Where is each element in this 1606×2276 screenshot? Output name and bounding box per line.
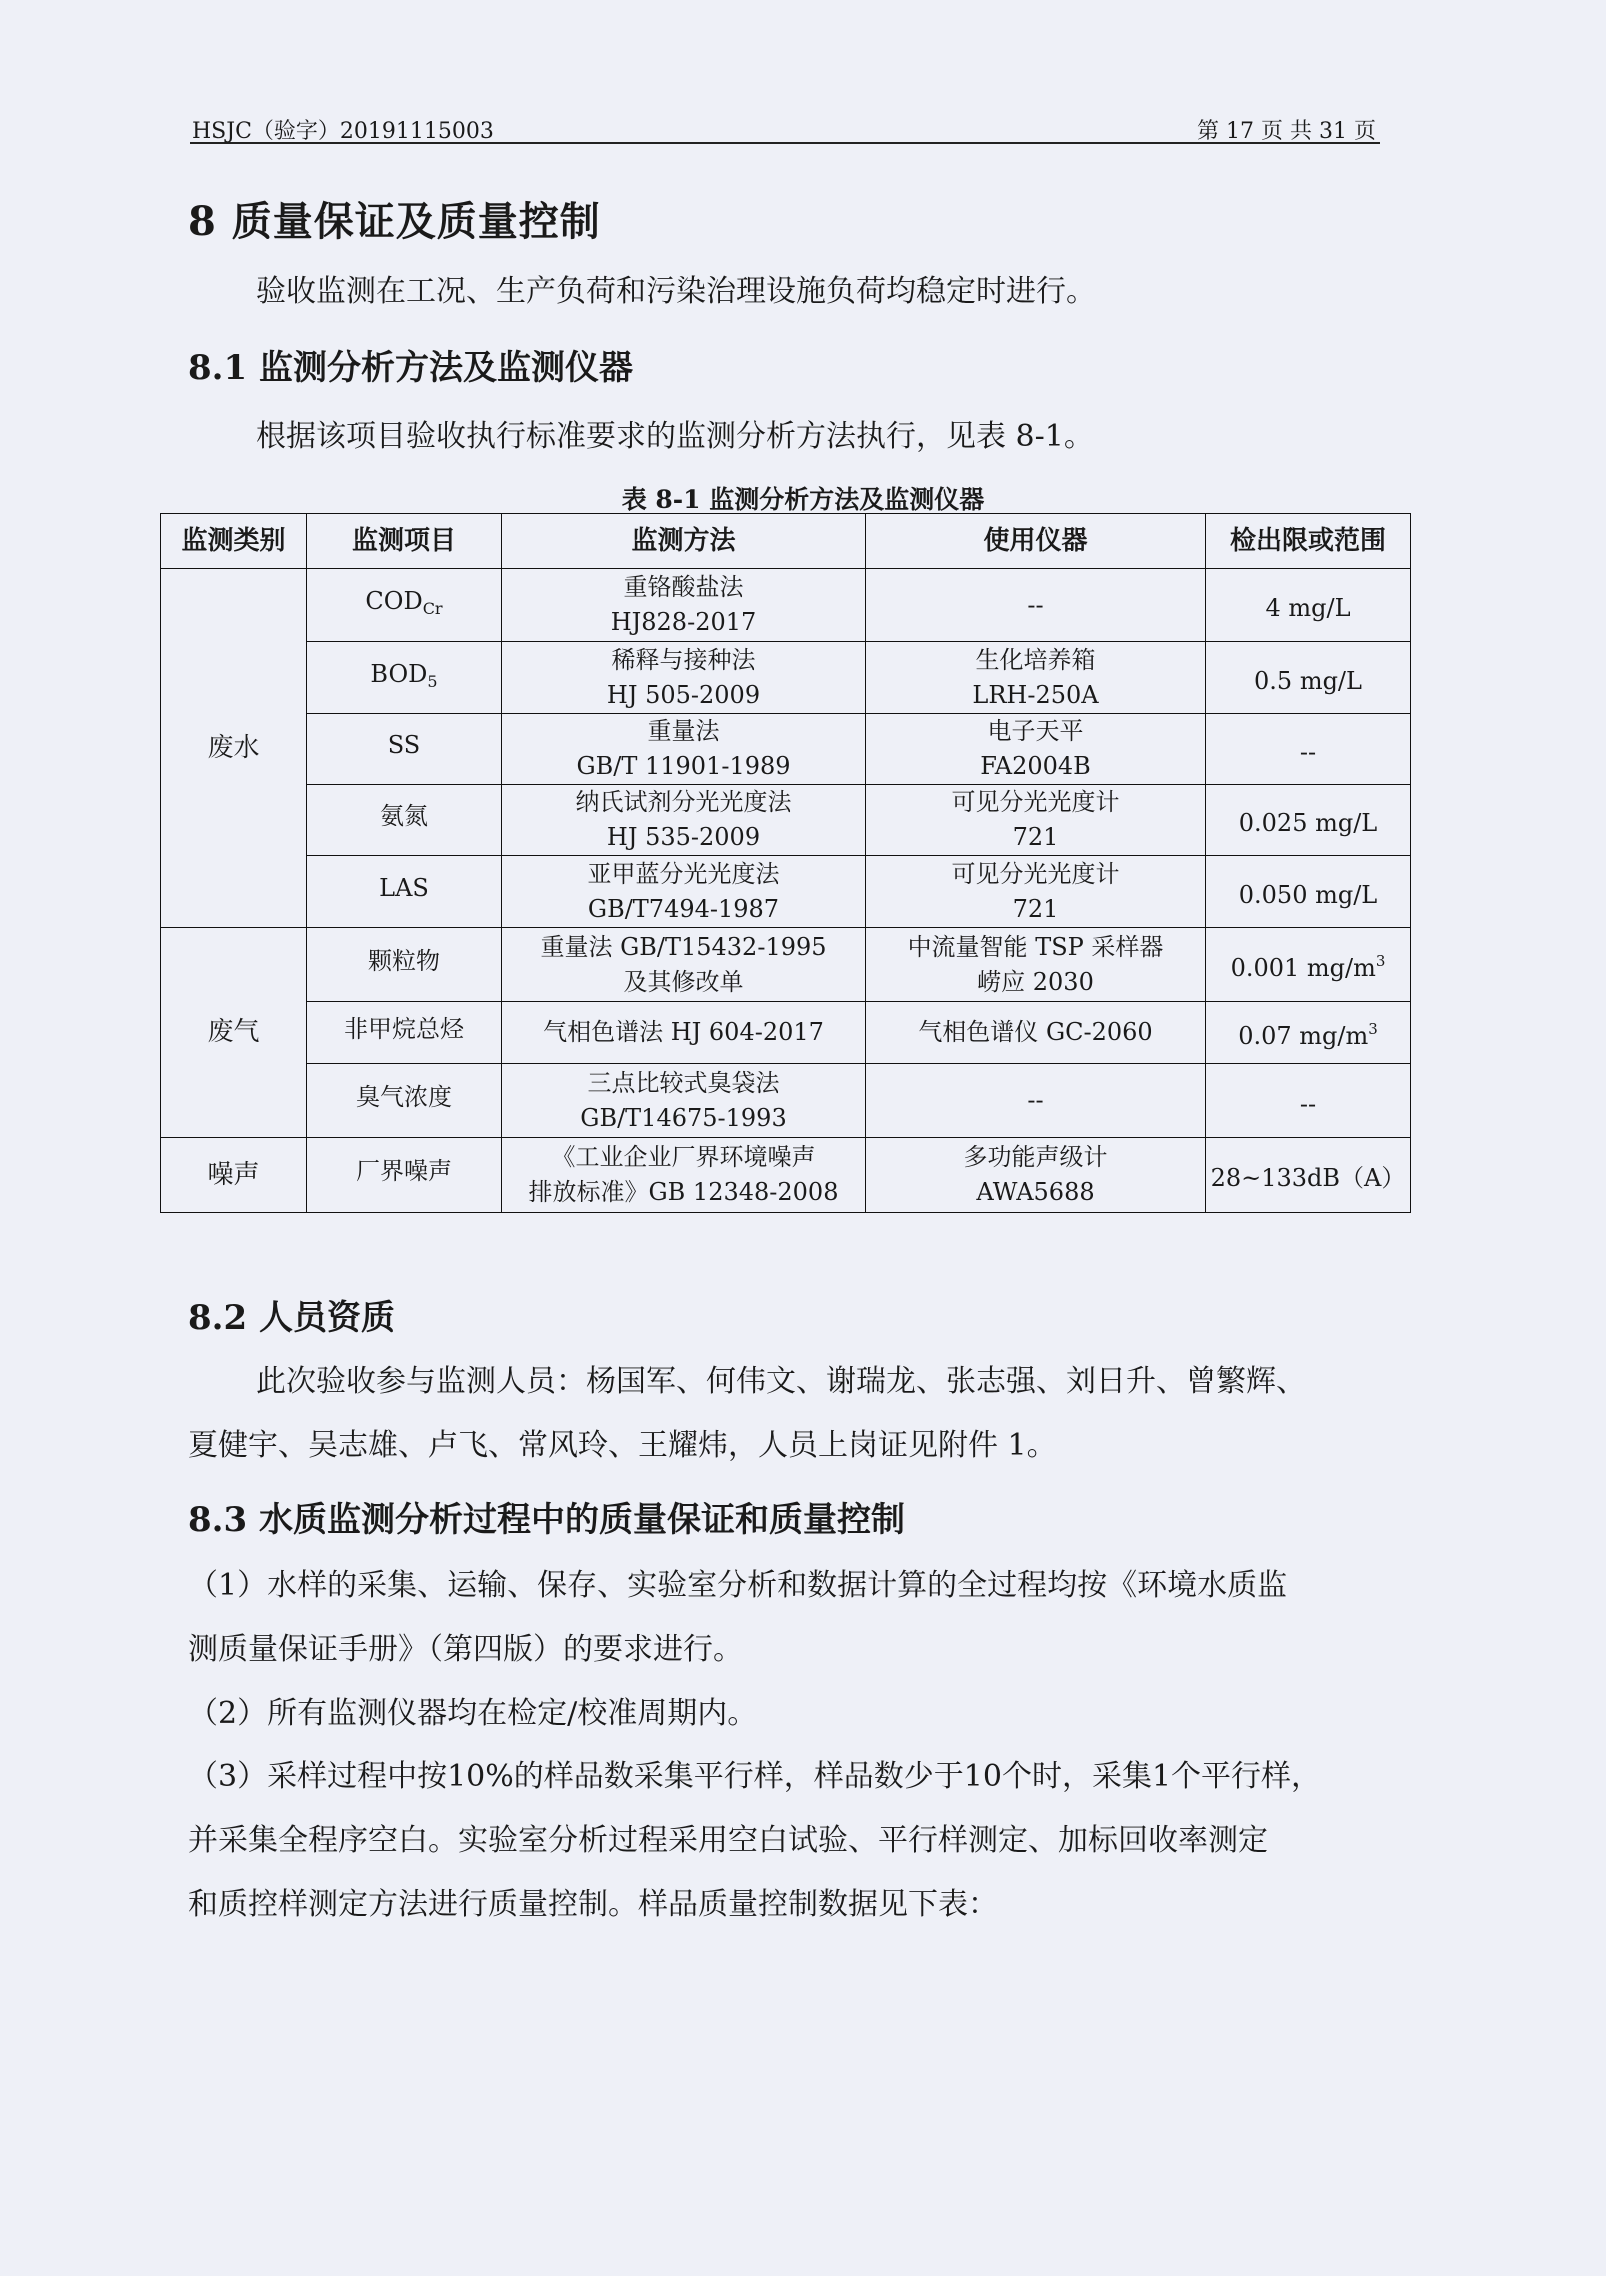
- instrument-cell: 生化培养箱 LRH-250A: [866, 642, 1206, 714]
- limit-cell: 28~133dB（A）: [1206, 1138, 1411, 1213]
- instrument-cell: 多功能声级计 AWA5688: [866, 1138, 1206, 1213]
- method-cell: 亚甲蓝分光光度法 GB/T7494-1987: [502, 856, 866, 928]
- section-8-3-p1-line1: （1）水样的采集、运输、保存、实验室分析和数据计算的全过程均按《环境水质监: [188, 1568, 1288, 1603]
- limit-cell: 0.07 $mg/m^3$: [1206, 1002, 1411, 1064]
- instrument-cell: 可见分光光度计 721: [866, 785, 1206, 856]
- item-cell: 氨氮: [307, 785, 502, 856]
- instrument-cell: 气相色谱仪 GC-2060: [866, 1002, 1206, 1064]
- table-row: [161, 1138, 1411, 1213]
- instrument-cell: --: [866, 1064, 1206, 1138]
- section-8-1-title: 8.1 监测分析方法及监测仪器: [188, 348, 633, 388]
- table-row: [161, 642, 1411, 714]
- section-8-2-line2: 夏健宇、吴志雄、卢飞、常风玲、王耀炜，人员上岗证见附件 1。: [188, 1428, 1057, 1463]
- item-cell: LAS: [307, 856, 502, 928]
- method-cell: 气相色谱法 HJ 604-2017: [502, 1002, 866, 1064]
- table-row: [161, 569, 1411, 642]
- section-8-3-p2: （2）所有监测仪器均在检定/校准周期内。: [188, 1696, 758, 1731]
- header-method: 监测方法: [502, 514, 866, 569]
- table-row: [161, 928, 1411, 1002]
- section-8-intro: 验收监测在工况、生产负荷和污染治理设施负荷均稳定时进行。: [256, 274, 1096, 309]
- item-cell: $COD_{Cr}$: [307, 569, 502, 642]
- instrument-cell: 电子天平 FA2004B: [866, 714, 1206, 785]
- limit-cell: 0.001 $mg/m^3$: [1206, 928, 1411, 1002]
- item-cell: $BOD_5$: [307, 642, 502, 714]
- item-cell: 厂界噪声: [307, 1138, 502, 1213]
- doc-code: HSJC（验字）20191115003: [192, 119, 494, 144]
- header-instrument: 使用仪器: [866, 514, 1206, 569]
- limit-cell: 0.5 mg/L: [1206, 642, 1411, 714]
- method-cell: 稀释与接种法 HJ 505-2009: [502, 642, 866, 714]
- section-8-3-p3-line3: 和质控样测定方法进行质量控制。样品质量控制数据见下表：: [188, 1887, 998, 1922]
- item-cell: SS: [307, 714, 502, 785]
- header-item: 监测项目: [307, 514, 502, 569]
- method-cell: 重量法 GB/T15432-1995 及其修改单: [502, 928, 866, 1002]
- header-category: 监测类别: [161, 514, 307, 569]
- method-cell: 重量法 GB/T 11901-1989: [502, 714, 866, 785]
- section-8-3-p3-line1: （3）采样过程中按10%的样品数采集平行样，样品数少于10个时，采集1个平行样，: [188, 1759, 1322, 1794]
- methods-table: [160, 513, 1411, 1213]
- limit-cell: 0.025 mg/L: [1206, 785, 1411, 856]
- section-8-2-title: 8.2 人员资质: [188, 1298, 395, 1338]
- table-row: [161, 856, 1411, 928]
- method-cell: 纳氏试剂分光光度法 HJ 535-2009: [502, 785, 866, 856]
- table-row: [161, 1002, 1411, 1064]
- page-number: 第 17 页 共 31 页: [1197, 119, 1376, 144]
- instrument-cell: 中流量智能 TSP 采样器 崂应 2030: [866, 928, 1206, 1002]
- limit-cell: 4 mg/L: [1206, 569, 1411, 642]
- instrument-cell: 可见分光光度计 721: [866, 856, 1206, 928]
- table-caption: 表 8-1 监测分析方法及监测仪器: [621, 485, 985, 514]
- section-8-3-p1-line2: 测质量保证手册》（第四版）的要求进行。: [188, 1632, 743, 1667]
- limit-cell: --: [1206, 1064, 1411, 1138]
- category-cell: 废气: [161, 928, 307, 1138]
- item-cell: 非甲烷总烃: [307, 1002, 502, 1064]
- section-8-2-line1: 此次验收参与监测人员：杨国军、何伟文、谢瑞龙、张志强、刘日升、曾繁辉、: [256, 1364, 1306, 1399]
- item-cell: 臭气浓度: [307, 1064, 502, 1138]
- item-cell: 颗粒物: [307, 928, 502, 1002]
- section-8-3-p3-line2: 并采集全程序空白。实验室分析过程采用空白试验、平行样测定、加标回收率测定: [188, 1823, 1268, 1858]
- table-row: [161, 714, 1411, 785]
- table-row: [161, 785, 1411, 856]
- method-cell: 三点比较式臭袋法 GB/T14675-1993: [502, 1064, 866, 1138]
- category-cell: 噪声: [161, 1138, 307, 1213]
- method-cell: 《工业企业厂界环境噪声 排放标准》GB 12348-2008: [502, 1138, 866, 1213]
- table-row: [161, 1064, 1411, 1138]
- limit-cell: --: [1206, 714, 1411, 785]
- limit-cell: 0.050 mg/L: [1206, 856, 1411, 928]
- header-limit: 检出限或范围: [1206, 514, 1411, 569]
- instrument-cell: --: [866, 569, 1206, 642]
- table-header-row: [161, 514, 1411, 569]
- section-8-3-title: 8.3 水质监测分析过程中的质量保证和质量控制: [188, 1500, 905, 1540]
- category-cell: 废水: [161, 569, 307, 928]
- section-8-1-intro: 根据该项目验收执行标准要求的监测分析方法执行，见表 8-1。: [256, 419, 1094, 454]
- method-cell: 重铬酸盐法 HJ828-2017: [502, 569, 866, 642]
- page-header: [190, 112, 1380, 144]
- section-8-title: 8 质量保证及质量控制: [188, 198, 601, 245]
